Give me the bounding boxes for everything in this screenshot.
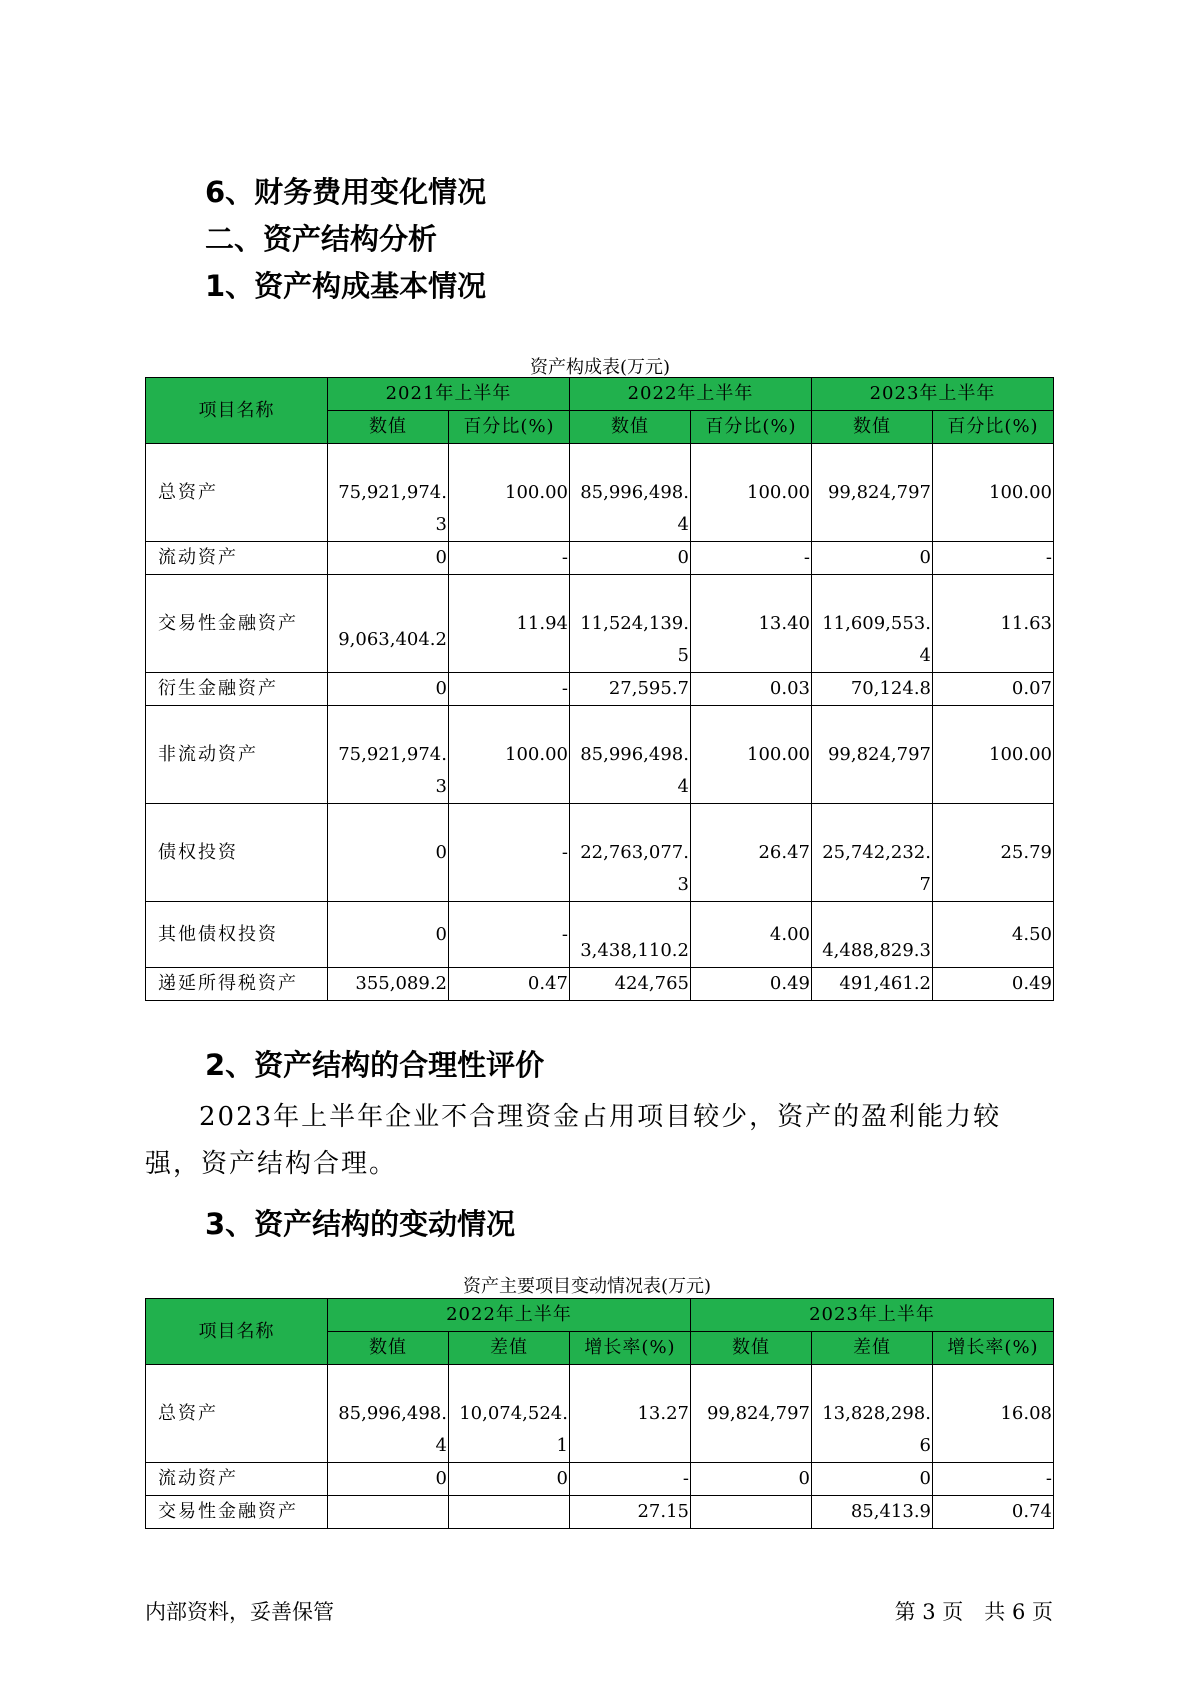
cell-value: 75,921,974.3 xyxy=(328,444,449,542)
table-row xyxy=(146,1463,1054,1496)
cell-value: 26.47 xyxy=(691,804,812,902)
row-label: 总资产 xyxy=(146,444,328,542)
table1-year: 2023年上半年 xyxy=(812,378,1054,411)
table2-sub-diff: 差值 xyxy=(812,1332,933,1365)
table2-sub-diff: 差值 xyxy=(449,1332,570,1365)
cell-value: 13,828,298.6 xyxy=(812,1365,933,1463)
cell-value: 11,524,139.5 xyxy=(570,575,691,673)
cell-value: 0 xyxy=(328,902,449,968)
cell-value xyxy=(449,1496,570,1529)
row-label: 衍生金融资产 xyxy=(146,673,328,706)
heading-financial-expense: 6、财务费用变化情况 xyxy=(205,175,487,209)
cell-value: 10,074,524.1 xyxy=(449,1365,570,1463)
cell-value: 16.08 xyxy=(933,1365,1054,1463)
table-row xyxy=(146,542,1054,575)
row-label: 其他债权投资 xyxy=(146,902,328,968)
cell-value: 0 xyxy=(328,542,449,575)
table1-sub-percent: 百分比(%) xyxy=(691,411,812,444)
cell-value: - xyxy=(691,542,812,575)
cell-value: 0 xyxy=(328,1463,449,1496)
asset-change-table xyxy=(145,1298,1054,1529)
table-row xyxy=(146,1365,1054,1463)
row-label: 债权投资 xyxy=(146,804,328,902)
cell-value: 0.47 xyxy=(449,968,570,1001)
cell-value: 100.00 xyxy=(933,706,1054,804)
cell-value: 99,824,797 xyxy=(812,706,933,804)
table2-year: 2022年上半年 xyxy=(328,1299,691,1332)
cell-value: 355,089.2 xyxy=(328,968,449,1001)
cell-value: 3,438,110.2 xyxy=(570,902,691,968)
cell-value: 25,742,232.7 xyxy=(812,804,933,902)
cell-value: 100.00 xyxy=(933,444,1054,542)
table2-header-years xyxy=(146,1299,1054,1332)
heading-structure-changes: 3、资产结构的变动情况 xyxy=(205,1207,516,1241)
cell-value: 11,609,553.4 xyxy=(812,575,933,673)
table1-sub-percent: 百分比(%) xyxy=(933,411,1054,444)
cell-value: 100.00 xyxy=(449,444,570,542)
table-row xyxy=(146,706,1054,804)
table-row xyxy=(146,444,1054,542)
cell-value: - xyxy=(449,542,570,575)
cell-value: 0.07 xyxy=(933,673,1054,706)
cell-value: 4,488,829.3 xyxy=(812,902,933,968)
table1-col-item: 项目名称 xyxy=(146,378,328,444)
cell-value: - xyxy=(933,1463,1054,1496)
cell-value: 13.27 xyxy=(570,1365,691,1463)
cell-value: 0 xyxy=(449,1463,570,1496)
cell-value: 25.79 xyxy=(933,804,1054,902)
table1-sub-percent: 百分比(%) xyxy=(449,411,570,444)
cell-value: 0.74 xyxy=(933,1496,1054,1529)
cell-value: - xyxy=(449,804,570,902)
cell-value: 424,765 xyxy=(570,968,691,1001)
cell-value: 100.00 xyxy=(449,706,570,804)
cell-value: 27,595.7 xyxy=(570,673,691,706)
row-label: 流动资产 xyxy=(146,1463,328,1496)
table2-sub-growth: 增长率(%) xyxy=(933,1332,1054,1365)
table2-sub-value: 数值 xyxy=(328,1332,449,1365)
asset-composition-table xyxy=(145,377,1054,1001)
cell-value: 70,124.8 xyxy=(812,673,933,706)
cell-value: 9,063,404.2 xyxy=(328,575,449,673)
cell-value: 0 xyxy=(812,542,933,575)
cell-value: 0.49 xyxy=(691,968,812,1001)
heading-asset-structure: 二、资产结构分析 xyxy=(205,222,438,256)
cell-value: 0 xyxy=(328,673,449,706)
cell-value xyxy=(691,1496,812,1529)
table-row xyxy=(146,575,1054,673)
table2-year: 2023年上半年 xyxy=(691,1299,1054,1332)
row-label: 交易性金融资产 xyxy=(146,575,328,673)
evaluation-paragraph: 2023年上半年企业不合理资金占用项目较少，资产的盈利能力较强，资产结构合理。 xyxy=(145,1102,1002,1179)
cell-value: - xyxy=(449,902,570,968)
table2-sub-growth: 增长率(%) xyxy=(570,1332,691,1365)
cell-value: 22,763,077.3 xyxy=(570,804,691,902)
table1-sub-value: 数值 xyxy=(812,411,933,444)
cell-value: 75,921,974.3 xyxy=(328,706,449,804)
cell-value: 11.94 xyxy=(449,575,570,673)
cell-value: - xyxy=(933,542,1054,575)
row-label: 总资产 xyxy=(146,1365,328,1463)
cell-value: 0.49 xyxy=(933,968,1054,1001)
cell-value: 85,996,498.4 xyxy=(570,444,691,542)
cell-value: 11.63 xyxy=(933,575,1054,673)
cell-value: 0 xyxy=(570,542,691,575)
footer-confidential: 内部资料，妥善保管 xyxy=(145,1600,334,1624)
cell-value: 0.03 xyxy=(691,673,812,706)
table1-year: 2022年上半年 xyxy=(570,378,812,411)
table2-col-item: 项目名称 xyxy=(146,1299,328,1365)
cell-value: 0 xyxy=(328,804,449,902)
cell-value: 27.15 xyxy=(570,1496,691,1529)
table2-caption: 资产主要项目变动情况表(万元) xyxy=(463,1276,712,1297)
table1-year: 2021年上半年 xyxy=(328,378,570,411)
cell-value xyxy=(328,1496,449,1529)
table2-sub-value: 数值 xyxy=(691,1332,812,1365)
table-row xyxy=(146,804,1054,902)
cell-value: 13.40 xyxy=(691,575,812,673)
cell-value: 99,824,797 xyxy=(691,1365,812,1463)
row-label: 非流动资产 xyxy=(146,706,328,804)
table1-caption: 资产构成表(万元) xyxy=(530,357,671,378)
cell-value: 99,824,797 xyxy=(812,444,933,542)
table-row xyxy=(146,1496,1054,1529)
heading-structure-evaluation: 2、资产结构的合理性评价 xyxy=(205,1048,545,1082)
table1-header-years xyxy=(146,378,1054,411)
cell-value: 85,996,498.4 xyxy=(328,1365,449,1463)
cell-value: 0 xyxy=(691,1463,812,1496)
cell-value: 100.00 xyxy=(691,444,812,542)
row-label: 递延所得税资产 xyxy=(146,968,328,1001)
cell-value: 85,996,498.4 xyxy=(570,706,691,804)
table-row xyxy=(146,968,1054,1001)
row-label: 交易性金融资产 xyxy=(146,1496,328,1529)
row-label: 流动资产 xyxy=(146,542,328,575)
cell-value: 100.00 xyxy=(691,706,812,804)
footer-page-number: 第 3 页 共 6 页 xyxy=(894,1600,1053,1624)
cell-value: 4.50 xyxy=(933,902,1054,968)
table-row xyxy=(146,902,1054,968)
heading-asset-composition: 1、资产构成基本情况 xyxy=(205,269,487,303)
cell-value: - xyxy=(449,673,570,706)
cell-value: 4.00 xyxy=(691,902,812,968)
cell-value: 85,413.9 xyxy=(812,1496,933,1529)
cell-value: - xyxy=(570,1463,691,1496)
table1-sub-value: 数值 xyxy=(570,411,691,444)
cell-value: 0 xyxy=(812,1463,933,1496)
table-row xyxy=(146,673,1054,706)
table1-sub-value: 数值 xyxy=(328,411,449,444)
cell-value: 491,461.2 xyxy=(812,968,933,1001)
